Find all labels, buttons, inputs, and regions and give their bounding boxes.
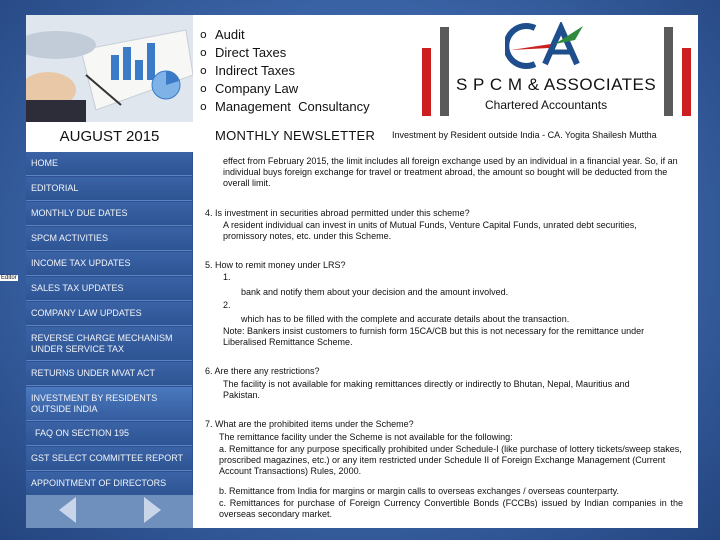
services-list [200, 26, 370, 116]
nav-item-investment-residents[interactable]: INVESTMENT BY RESIDENTS OUTSIDE INDIA [26, 387, 192, 421]
nav-item-sales-tax-updates[interactable]: SALES TAX UPDATES [26, 277, 192, 301]
question-4: 4. Is investment in securities abroad permitted under this scheme? [205, 208, 470, 218]
bullet-icon: o [200, 46, 207, 59]
answer-5-step-2: which has to be filled with the complete and accurate details about the transaction. [241, 314, 570, 324]
service-item: o Indirect Taxes [200, 63, 295, 78]
nav-item-home[interactable]: HOME [26, 152, 192, 176]
service-item: o Direct Taxes [200, 45, 287, 60]
service-item: o Management Consultancy [200, 99, 370, 114]
nav-item-editorial[interactable]: EDITORIAL [26, 177, 192, 201]
nav-item-spcm-activities[interactable]: SPCM ACTIVITIES [26, 227, 192, 251]
nav-item-reverse-charge[interactable]: REVERSE CHARGE MECHANISM UNDER SERVICE TAX [26, 327, 192, 361]
previous-page-arrow-icon[interactable] [56, 495, 78, 525]
next-page-arrow-icon[interactable] [142, 495, 164, 525]
ca-logo [505, 22, 590, 70]
logo-bar-red-left [422, 48, 431, 116]
bullet-icon: o [200, 64, 207, 77]
service-item: o Audit [200, 27, 245, 42]
nav-item-income-tax-updates[interactable]: INCOME TAX UPDATES [26, 252, 192, 276]
logo-bar-red-right [682, 48, 691, 116]
answer-7-item-c: c. Remittances for purchase of Foreign Currency Convertible Bonds (FCCBs) issued by Indian companies in the overseas secondary market. [219, 498, 683, 520]
answer-4: A resident individual can invest in units of Mutual Funds, Venture Capital Funds, unrated debt securities, promissory notes, etc. under this Scheme. [223, 220, 637, 242]
nav-item-appointment-directors[interactable]: APPOINTMENT OF DIRECTORS [26, 472, 192, 496]
answer-5-step-1-number: 1. [223, 272, 231, 282]
bullet-icon: o [200, 82, 207, 95]
firm-name: S P C M & ASSOCIATES [456, 75, 657, 94]
newsletter-title: MONTHLY NEWSLETTER [215, 128, 376, 143]
firm-subtitle: Chartered Accountants [485, 98, 608, 112]
answer-7-item-a: a. Remittance for any purpose specifically prohibited under Schedule-I (like purchase of lottery tickets/sweep stakes, proscribed magazines, etc.) or any item restricted under Schedule II of Foreign Exchange Management (Current Account Transactions) Rules, 2000. [219, 444, 682, 477]
answer-7-item-b: b. Remittance from India for margins or margin calls to overseas exchanges / overseas counterparty. [219, 486, 620, 496]
question-5: 5. How to remit money under LRS? [205, 260, 346, 270]
answer-6: The facility is not available for making remittances directly or indirectly to Bhutan, Nepal, Mauritius and Pakistan. [223, 379, 630, 401]
nav-item-gst-report[interactable]: GST SELECT COMMITTEE REPORT [26, 447, 192, 471]
answer-5-step-2-number: 2. [223, 300, 231, 310]
article-intro: effect from February 2015, the limit includes all foreign exchange used by an individual in a financial year. So, if an individual buys foreign exchange for travel or treatment abroad, the amount so bought will be deducted from the overall limit. [223, 156, 678, 189]
article-title: Investment by Resident outside India - CA. Yogita Shailesh Muttha [392, 130, 657, 140]
bullet-icon: o [200, 100, 207, 113]
header-photo [26, 15, 193, 122]
question-7: 7. What are the prohibited items under the Scheme? [205, 419, 414, 429]
issue-month: AUGUST 2015 [26, 122, 193, 152]
answer-5-note: Note: Bankers insist customers to furnish form 15CA/CB but this is not necessary for the remittance under Liberalised Remittance Scheme. [223, 326, 645, 348]
question-6: 6. Are there any restrictions? [205, 366, 320, 376]
answer-5-step-1: bank and notify them about your decision and the amount involved. [241, 287, 509, 297]
bullet-icon: o [200, 28, 207, 41]
answer-7-intro: The remittance facility under the Scheme is not available for the following: [219, 432, 513, 442]
nav-item-company-law-updates[interactable]: COMPANY LAW UPDATES [26, 302, 192, 326]
nav-item-faq-section-195[interactable]: FAQ ON SECTION 195 [26, 422, 192, 446]
service-item: o Company Law [200, 81, 299, 96]
page-nav-bar [26, 495, 193, 528]
nav-item-monthly-due-dates[interactable]: MONTHLY DUE DATES [26, 202, 192, 226]
logo-bar-gray-right [664, 27, 673, 116]
logo-bar-gray-left [440, 27, 449, 116]
edge-label: Editor [1, 275, 17, 281]
nav-item-returns-mvat[interactable]: RETURNS UNDER MVAT ACT [26, 362, 192, 386]
